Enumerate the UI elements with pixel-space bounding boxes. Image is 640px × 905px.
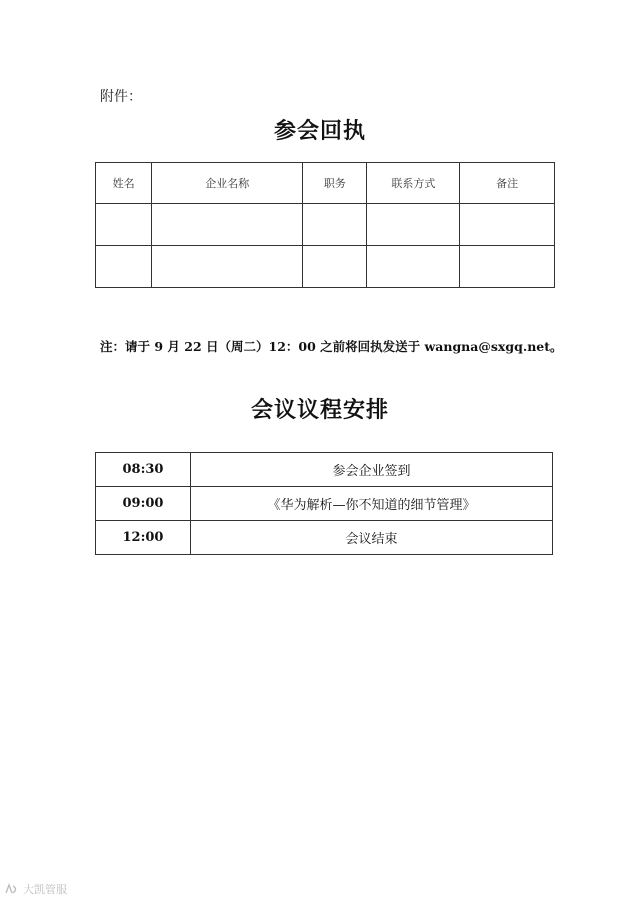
table-cell <box>152 204 303 246</box>
agenda-row <box>96 521 553 555</box>
agenda-event: 《华为解析—你不知道的细节管理》 <box>191 487 553 521</box>
agenda-event: 参会企业签到 <box>191 453 553 487</box>
agenda-row <box>96 487 553 521</box>
table-cell <box>367 204 460 246</box>
watermark-logo-icon <box>4 883 20 895</box>
table-cell <box>96 204 152 246</box>
column-header-contact: 联系方式 <box>367 163 460 204</box>
table-cell <box>303 204 367 246</box>
table-cell <box>96 246 152 288</box>
table-cell <box>152 246 303 288</box>
receipt-title: 参会回执 <box>273 118 366 144</box>
agenda-row <box>96 453 553 487</box>
table-cell <box>460 204 555 246</box>
table-row <box>96 204 555 246</box>
table-cell <box>460 246 555 288</box>
table-cell <box>303 246 367 288</box>
agenda-time: 12:00 <box>96 521 191 555</box>
column-header-name: 姓名 <box>96 163 152 204</box>
agenda-event: 会议结束 <box>191 521 553 555</box>
column-header-company: 企业名称 <box>152 163 303 204</box>
attachment-label: 附件： <box>100 89 142 105</box>
receipt-table <box>95 162 555 288</box>
column-header-remarks: 备注 <box>460 163 555 204</box>
watermark <box>4 881 67 897</box>
table-cell <box>367 246 460 288</box>
submission-note: 注：请于 9 月 22 日（周二）12：00 之前将回执发送于 wangna@sxgq.net。 <box>100 339 563 354</box>
agenda-table <box>95 452 553 555</box>
column-header-position: 职务 <box>303 163 367 204</box>
receipt-header-row <box>96 163 555 204</box>
table-row <box>96 246 555 288</box>
agenda-time: 08:30 <box>96 453 191 487</box>
agenda-title: 会议议程安排 <box>250 397 389 423</box>
watermark-text: 大凯管服 <box>23 883 67 896</box>
agenda-time: 09:00 <box>96 487 191 521</box>
